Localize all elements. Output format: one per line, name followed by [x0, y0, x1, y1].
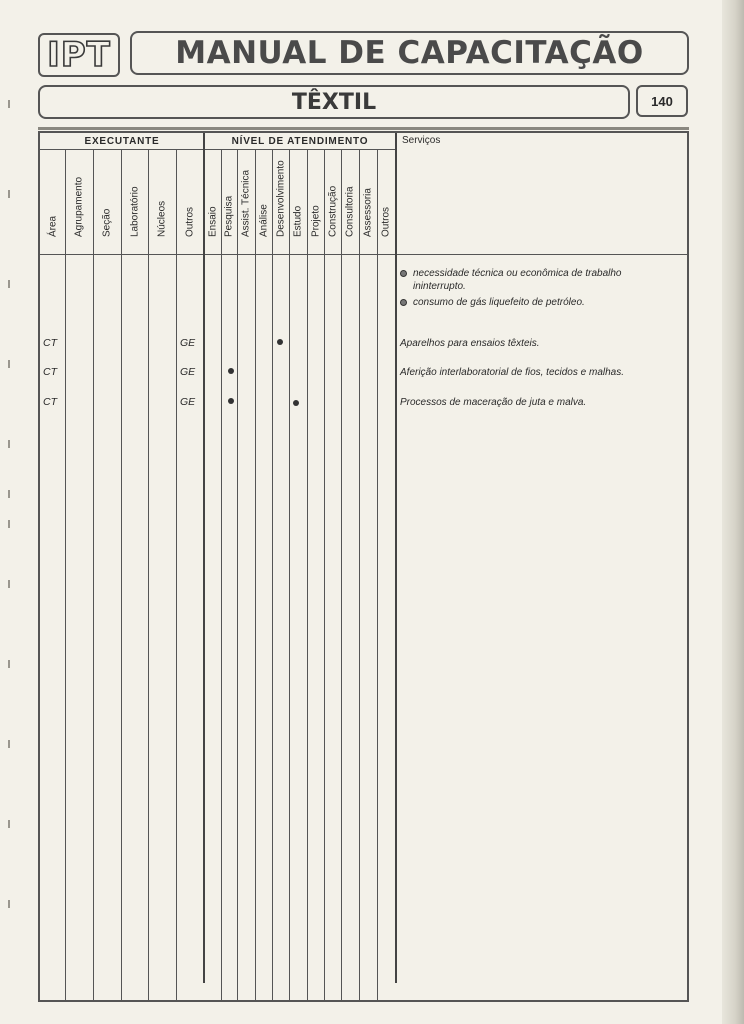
row-2-mark-pesquisa [228, 368, 234, 374]
col-sep [121, 150, 122, 1000]
col-header-secao: Seção [101, 208, 113, 237]
col-header-laboratorio: Laboratório [129, 186, 140, 237]
ipt-logo [38, 33, 120, 77]
col-sep [272, 150, 273, 1000]
col-header-agrupamento: Agrupamento [73, 176, 85, 237]
col-sep [324, 150, 325, 1000]
row-1-service: Aparelhos para ensaios têxteis. [400, 338, 540, 349]
col-header-area: Área [47, 215, 58, 237]
col-sep [237, 150, 238, 1000]
note-bullet-icon [400, 299, 407, 306]
col-sep [65, 150, 66, 1000]
row-1-mark-desenvolvimento [277, 339, 283, 345]
row-3-outros: GE [180, 396, 196, 408]
page-subtitle: TÊXTIL [291, 89, 377, 115]
header-rule [38, 127, 689, 130]
note-1: necessidade técnica ou econômica de trabalho ininterrupto. [413, 268, 622, 292]
row-2-area: CT [43, 366, 57, 378]
col-header-estudo: Estudo [292, 205, 304, 237]
col-header-assist-tecnica: Assist. Técnica [240, 169, 252, 237]
logo-text: IPT [47, 35, 111, 75]
col-sep [93, 150, 94, 1000]
row-3-mark-estudo [293, 400, 299, 406]
row-2-service: Aferição interlaboratorial de fios, tecidos e malhas. [400, 367, 625, 378]
page-number-box [636, 85, 688, 117]
col-header-analise: Análise [258, 204, 269, 237]
binding-holes [8, 60, 16, 960]
row-1-outros: GE [180, 337, 196, 349]
col-header-construcao: Construção [327, 185, 338, 237]
col-header-pesquisa: Pesquisa [223, 195, 235, 237]
title-box [130, 31, 689, 75]
col-sep [341, 150, 342, 1000]
col-header-desenvolvimento: Desenvolvimento [275, 160, 286, 237]
services-header: Serviços [402, 135, 441, 146]
page-number: 140 [651, 93, 673, 109]
group-executante: EXECUTANTE [84, 136, 160, 147]
note-bullet-icon [400, 270, 407, 277]
col-header-assessoria: Assessoria [362, 188, 374, 237]
page-edge [722, 0, 744, 1024]
row-1-area: CT [43, 337, 57, 349]
col-header-projeto: Projeto [310, 205, 321, 237]
col-header-outros: Outros [184, 206, 195, 237]
column-header-rule [40, 254, 687, 255]
row-3-mark-pesquisa [228, 398, 234, 404]
col-sep [289, 150, 290, 1000]
col-sep [176, 150, 177, 1000]
service-table [38, 131, 689, 1002]
page-title: MANUAL DE CAPACITAÇÃO [175, 35, 644, 71]
col-sep [148, 150, 149, 1000]
subtitle-box [38, 85, 630, 119]
row-3-area: CT [43, 396, 57, 408]
col-header-nucleos: Núcleos [156, 200, 168, 237]
col-header-ensaio: Ensaio [207, 206, 219, 237]
col-header-consultoria: Consultoria [344, 186, 356, 237]
col-sep [377, 150, 378, 1000]
services-separator [395, 133, 397, 983]
executante-separator [203, 133, 205, 983]
col-sep [307, 150, 308, 1000]
group-nivel-atendimento: NÍVEL DE ATENDIMENTO [231, 136, 369, 147]
note-2: consumo de gás liquefeito de petróleo. [413, 297, 585, 308]
row-2-outros: GE [180, 366, 196, 378]
col-sep [221, 150, 222, 1000]
col-sep [255, 150, 256, 1000]
col-header-outros-nivel: Outros [380, 206, 392, 237]
col-sep [359, 150, 360, 1000]
row-3-service: Processos de maceração de juta e malva. [400, 397, 587, 408]
